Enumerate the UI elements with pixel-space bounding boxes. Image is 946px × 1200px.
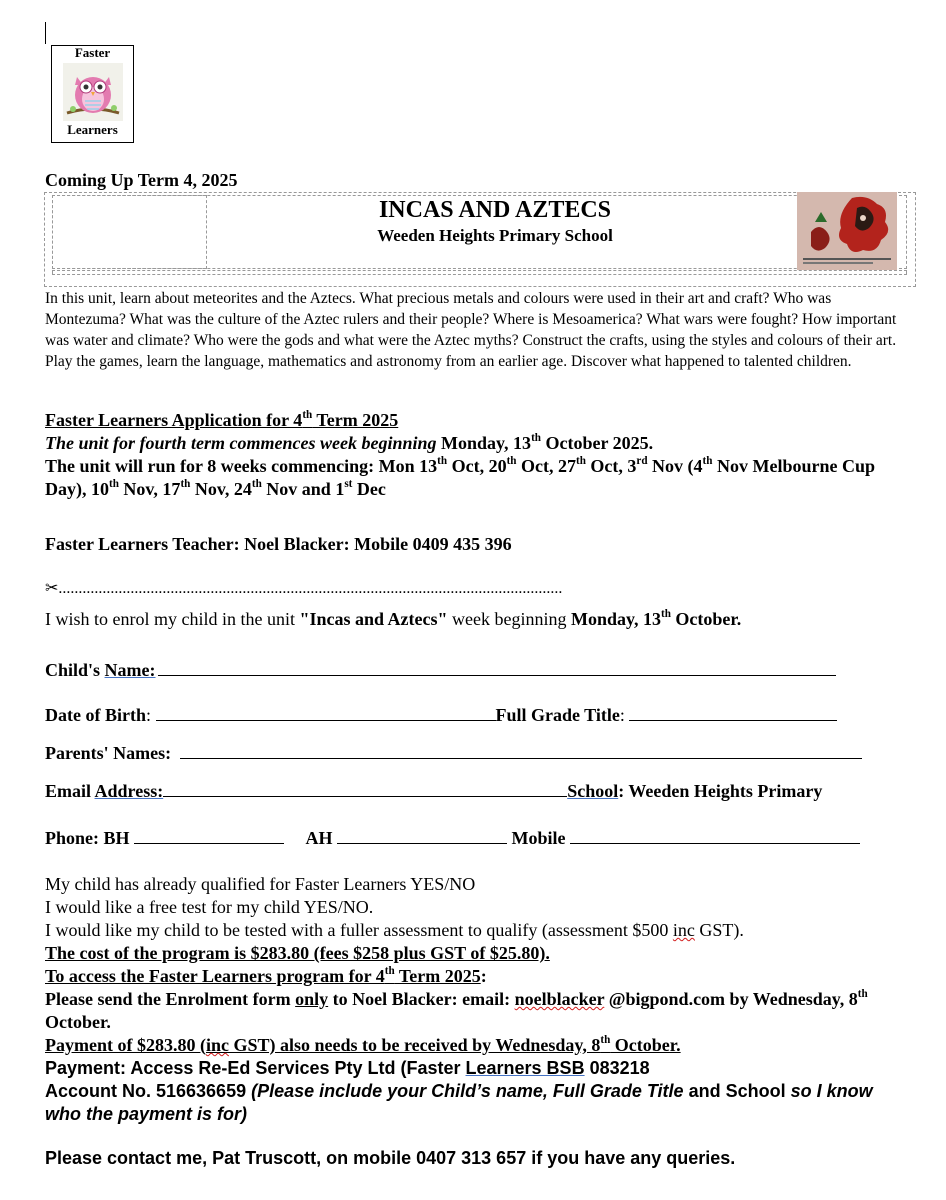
superscript: th: [180, 477, 191, 490]
weeks-text: Nov, 24: [190, 479, 252, 499]
email-label: Address:: [94, 781, 164, 801]
free-test-question: I would like a free test for my child YES/NO.: [45, 897, 374, 917]
grade-label: Full Grade Title: [495, 705, 620, 725]
weeks-text: Oct, 20: [447, 456, 507, 476]
pay-text: GST) also needs to be received by Wednesday, 8: [229, 1035, 601, 1055]
email-row: [45, 779, 822, 802]
send-form-line: [45, 988, 905, 1034]
aztec-art-image: [797, 192, 897, 270]
cost-line: The cost of the program is $283.80 (fees $258 plus GST of $25.80).: [45, 943, 550, 963]
account-number: Account No. 516636659: [45, 1081, 252, 1101]
superscript: th: [531, 431, 541, 444]
payment-bsb-number: 083218: [584, 1058, 650, 1078]
commence-italic: The unit for fourth term commences week beginning: [45, 433, 437, 453]
text-cursor: [45, 22, 46, 44]
weeks-text: Nov and 1: [261, 479, 345, 499]
payment-deadline-line: [45, 1034, 905, 1057]
application-block: [45, 409, 905, 501]
superscript: th: [437, 454, 448, 467]
child-name-label: Name:: [104, 660, 156, 680]
fuller-text: I would like my child to be tested with a fuller assessment to qualify (assessment $500: [45, 920, 673, 940]
banner-subtitle: Weeden Heights Primary School: [377, 226, 613, 245]
superscript: th: [109, 477, 119, 490]
phone-bh-field[interactable]: [134, 826, 284, 844]
commence-date: October 2025.: [540, 433, 654, 453]
superscript: th: [251, 477, 262, 490]
owl-icon: [63, 63, 123, 121]
phone-mobile-field[interactable]: [570, 826, 860, 844]
superscript: th: [857, 987, 868, 1000]
unit-name: "Incas and Aztecs": [299, 609, 448, 629]
faster-learners-logo: [51, 45, 134, 143]
weeks-schedule: [45, 455, 905, 501]
phone-ah-field[interactable]: [337, 826, 507, 844]
parents-row: [45, 741, 862, 764]
commence-line: [45, 432, 905, 455]
weeks-text: Oct, 27: [516, 456, 576, 476]
weeks-text: Nov, 17: [118, 479, 181, 499]
pay-inc: inc: [205, 1035, 229, 1055]
weeks-text: Oct, 3: [585, 456, 637, 476]
send-text: October.: [45, 1012, 111, 1032]
dob-field[interactable]: [156, 703, 496, 721]
cut-here-line: ✂..............................................................................................................................: [45, 580, 563, 597]
access-text: To access the Faster Learners program for 4: [45, 966, 385, 986]
email-field[interactable]: [163, 779, 567, 797]
contact-line: Please contact me, Pat Truscott, on mobile 0407 313 657 if you have any queries.: [45, 1148, 736, 1168]
superscript: th: [600, 1033, 611, 1046]
school-label: School: [567, 781, 619, 801]
send-text: to Noel Blacker: email:: [328, 989, 515, 1009]
send-email-domain: @bigpond.com by Wednesday, 8: [604, 989, 858, 1009]
coming-up-heading: Coming Up Term 4, 2025: [45, 170, 238, 190]
application-heading-text: Faster Learners Application for 4: [45, 410, 303, 430]
commence-date: Monday, 13: [436, 433, 532, 453]
superscript: th: [302, 408, 313, 421]
superscript: th: [575, 454, 586, 467]
weeks-text: Nov Melbourne Cup Day), 10: [45, 456, 875, 499]
banner-title: INCAS AND AZTECS: [378, 197, 612, 223]
phone-bh-label: Phone: BH: [45, 828, 130, 848]
parents-field[interactable]: [180, 741, 862, 759]
school-value: : Weeden Heights Primary: [618, 781, 823, 801]
superscript: rd: [636, 454, 648, 467]
fuller-inc: inc: [672, 920, 695, 940]
access-line: [45, 965, 905, 988]
banner-left-cell: [52, 195, 207, 269]
child-name-row: [45, 658, 836, 681]
child-name-label-prefix: Child's: [45, 660, 105, 680]
fuller-assessment-line: [45, 919, 905, 942]
weeks-text: The unit will run for 8 weeks commencing: Mon 13: [45, 456, 438, 476]
send-email-user: noelblacker: [514, 989, 605, 1009]
enrol-statement: [45, 609, 741, 630]
enrolment-notes: [45, 873, 905, 1057]
enrol-text: week beginning: [447, 609, 571, 629]
parents-label: Parents' Names:: [45, 743, 172, 763]
payment-text: Payment: Access Re-Ed Services Pty Ltd (Faster: [45, 1058, 466, 1078]
fuller-text: GST).: [694, 920, 744, 940]
send-text: Please send the Enrolment form: [45, 989, 296, 1009]
payment-details: [45, 1057, 905, 1126]
enrol-text: I wish to enrol my child in the unit: [45, 609, 300, 629]
enrol-date: Monday, 13: [570, 609, 661, 629]
qualified-question: My child has already qualified for Faster Learners YES/NO: [45, 874, 476, 894]
unit-description: In this unit, learn about meteorites and the Aztecs. What precious metals and colours were used in their art and craft? Who was Montezuma? What was the culture of the Aztec rulers and their people? Where is Mesoamerica? What wars were fought? How important was water and climate? Who were the gods and what were the Aztec myths? Construct the crafts, using the styles and colours of their art. Play the games, learn the language, mathematics and astronomy from an earlier age. Discover what happened to talented children.: [45, 290, 897, 370]
superscript: th: [506, 454, 517, 467]
dob-row: Date of Birth: Full Grade Title:: [45, 703, 837, 726]
weeks-text: Dec: [352, 479, 386, 499]
send-only: only: [295, 989, 329, 1009]
payment-note-italic: so I know who the payment is for): [45, 1081, 873, 1124]
superscript: th: [702, 454, 713, 467]
unit-banner: [44, 192, 916, 287]
superscript: th: [384, 964, 395, 977]
payment-account-line: [45, 1057, 905, 1080]
phone-row: [45, 826, 860, 849]
teacher-contact: Faster Learners Teacher: Noel Blacker: Mobile 0409 435 396: [45, 534, 512, 554]
payment-note-plain: and School: [683, 1081, 791, 1101]
banner-bottom-strip: [52, 270, 907, 275]
payment-note-italic: (Please include your Child’s name, Full Grade Title: [251, 1081, 684, 1101]
application-heading-text: Term 2025: [312, 410, 399, 430]
logo-bottom-text: Learners: [67, 122, 118, 137]
payment-bsb-label: Learners BSB: [465, 1058, 585, 1078]
phone-ah-label: AH: [305, 828, 333, 848]
logo-top-text: Faster: [74, 45, 111, 60]
access-colon: :: [480, 966, 487, 986]
payment-note-line: [45, 1080, 905, 1126]
access-text: Term 2025: [394, 966, 481, 986]
child-name-field[interactable]: [158, 658, 836, 676]
application-heading: [45, 409, 905, 432]
enrol-date: October.: [670, 609, 742, 629]
email-label-prefix: Email: [45, 781, 95, 801]
grade-field[interactable]: [629, 703, 837, 721]
dob-label: Date of Birth: [45, 705, 146, 725]
pay-text: Payment of $283.80 (: [45, 1035, 206, 1055]
superscript: th: [660, 607, 671, 620]
phone-mobile-label: Mobile: [511, 828, 566, 848]
superscript: st: [344, 477, 353, 490]
weeks-text: Nov (4: [647, 456, 703, 476]
pay-text: October.: [610, 1035, 681, 1055]
